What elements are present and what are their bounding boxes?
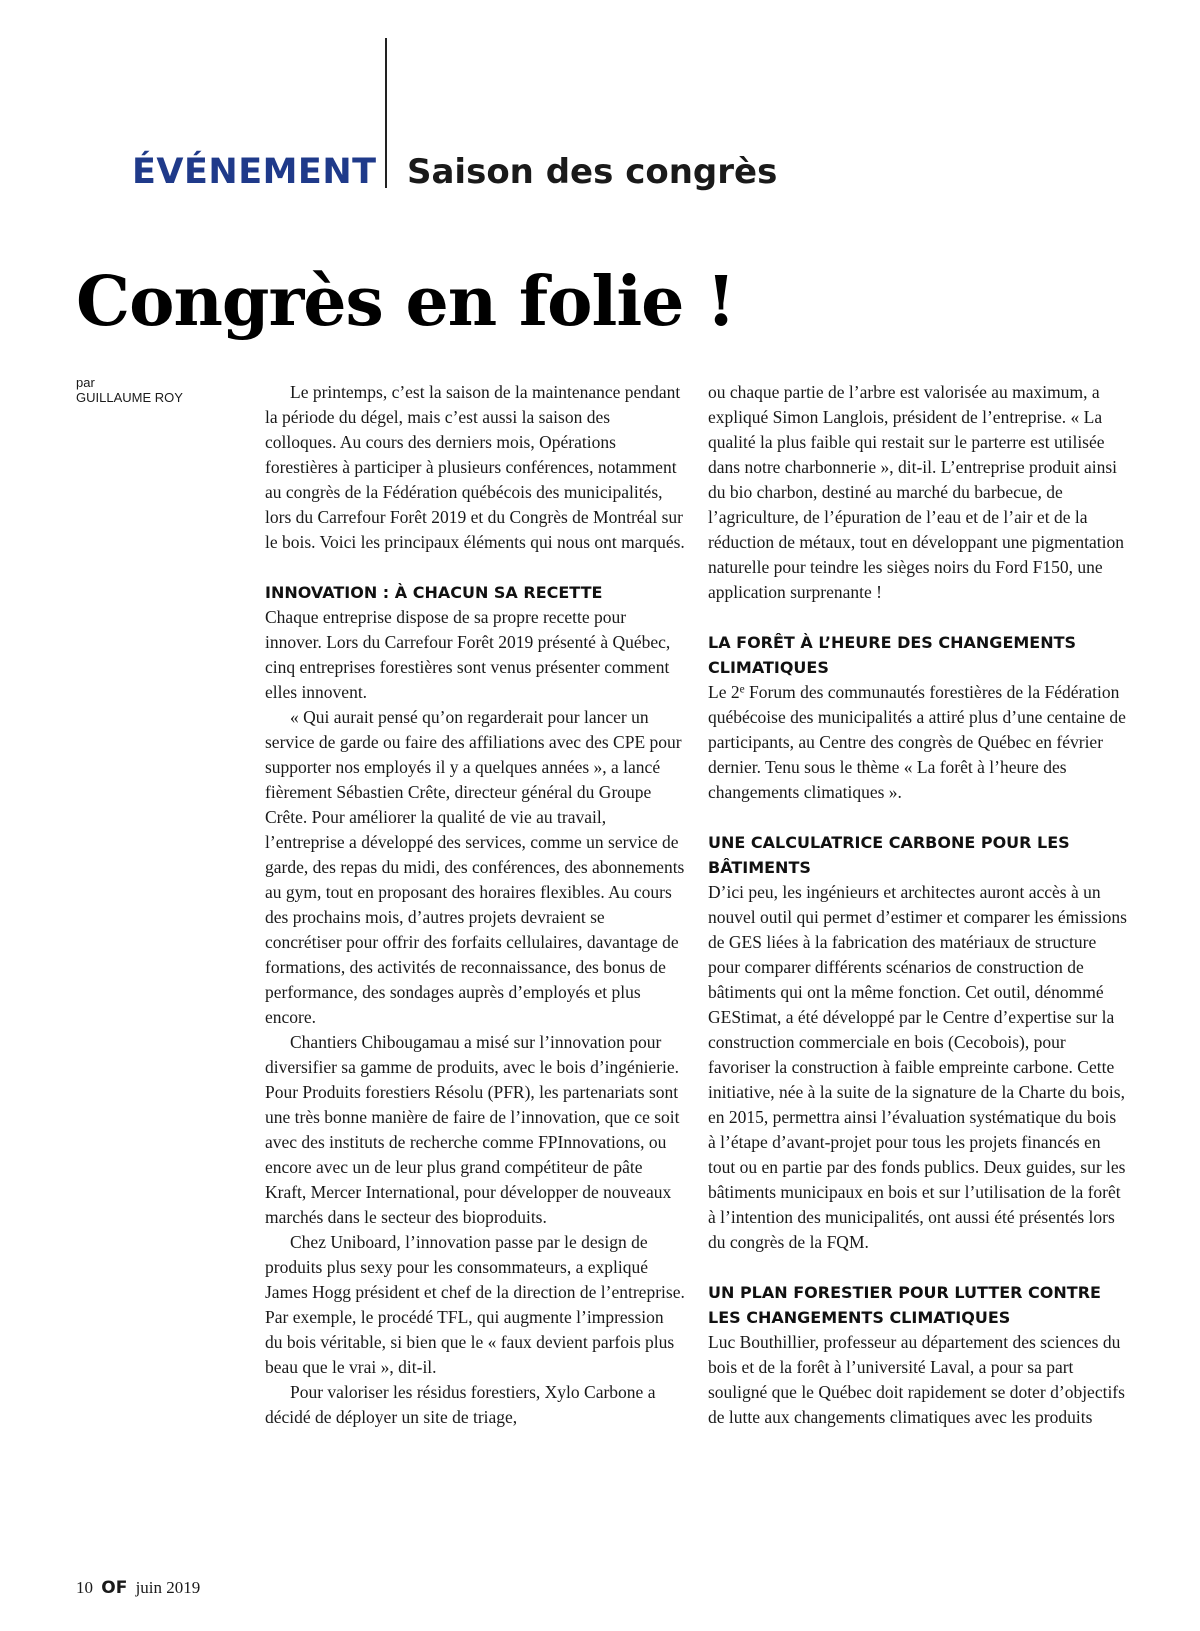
author-name: GUILLAUME ROY <box>76 390 183 405</box>
ordinal-superscript: e <box>739 683 745 696</box>
paragraph: Luc Bouthillier, professeur au département des sciences du bois et de la forêt à l’université Laval, a pour sa part souligné que le Québec doit rapidement se doter d’objectifs de lutte aux changements climatiques avec les produits <box>708 1332 1125 1427</box>
page-number: 10 <box>76 1578 93 1597</box>
text-span: Le 2 <box>708 682 740 702</box>
section-heading-innovation: INNOVATION : À CHACUN SA RECETTE <box>265 583 603 602</box>
paragraph: Chez Uniboard, l’innovation passe par le design de produits plus sexy pour les consommateurs, a expliqué James Hogg président et chef de la direction de l’entreprise. Par exemple, le procédé TFL, qui augmente l’impression du bois véritable, si bien que le « faux devient parfois plus beau que le vrai », dit-il. <box>265 1232 685 1377</box>
header-divider <box>385 38 387 188</box>
intro-paragraph: Le printemps, c’est la saison de la maintenance pendant la période du dégel, mais c’est aussi la saison des colloques. Au cours des derniers mois, Opérations forestières à participer à plusieurs conférences, notamment au congrès de la Fédération québécois des municipalités, lors du Carrefour Forêt 2019 et du Congrès de Montréal sur le bois. Voici les principaux éléments qui nous ont marqués. <box>265 382 685 552</box>
section-heading-plan-forestier: UN PLAN FORESTIER POUR LUTTER CONTRE LES CHANGEMENTS CLIMATIQUES <box>708 1283 1101 1327</box>
article-title: Congrès en folie ! <box>76 262 735 342</box>
paragraph <box>708 680 1128 805</box>
byline-prefix: par <box>76 375 95 390</box>
subsection-label: Saison des congrès <box>407 152 778 192</box>
byline <box>76 375 183 405</box>
text-span: Forum des communautés forestières de la Fédération québécoise des municipalités a attiré plus d’une centaine de participants, au Centre des congrès de Québec en février dernier. Tenu sous le thème « La forêt à l’heure des changements climatiques ». <box>708 682 1126 802</box>
page-footer <box>76 1578 200 1598</box>
section-label: ÉVÉNEMENT <box>132 152 377 192</box>
paragraph: D’ici peu, les ingénieurs et architectes auront accès à un nouvel outil qui permet d’estimer et comparer les émissions de GES liées à la fabrication des matériaux de structure pour comparer différents scénarios de construction de bâtiments qui ont la même fonction. Cet outil, dénommé GEStimat, a été développé par le Centre d’expertise sur la construction commerciale en bois (Cecobois), pour favoriser la construction à faible empreinte carbone. Cette initiative, née à la suite de la signature de la Charte du bois, en 2015, permettra ainsi l’évaluation systématique du bois à l’étape d’avant-projet pour tous les projets financés en tout ou en partie par des fonds publics. Deux guides, sur les bâtiments municipaux en bois et sur l’utilisation de la forêt à l’intention des municipalités, ont aussi été présentés lors du congrès de la FQM. <box>708 882 1127 1252</box>
magazine-name: OF <box>101 1578 128 1598</box>
section-heading-foret: LA FORÊT À L’HEURE DES CHANGEMENTS CLIMATIQUES <box>708 633 1077 677</box>
paragraph: Pour valoriser les résidus forestiers, Xylo Carbone a décidé de déployer un site de triage, <box>265 1382 656 1427</box>
section-heading-calculatrice: UNE CALCULATRICE CARBONE POUR LES BÂTIMENTS <box>708 833 1070 877</box>
issue-date: juin 2019 <box>135 1578 201 1597</box>
paragraph: « Qui aurait pensé qu’on regarderait pour lancer un service de garde ou faire des affiliations avec des CPE pour supporter nos employés il y a quelques années », a lancé fièrement Sébastien Crête, directeur général du Groupe Crête. Pour améliorer la qualité de vie au travail, l’entreprise a développé des services, comme un service de garde, des repas du midi, des conférences, des abonnements au gym, tout en proposant des horaires flexibles. Au cours des prochains mois, d’autres projets devraient se concrétiser pour offrir des forfaits cellulaires, davantage de formations, des activités de reconnaissance, des bonus de performance, des sondages auprès d’employés et plus encore. <box>265 707 685 1027</box>
paragraph: Chaque entreprise dispose de sa propre recette pour innover. Lors du Carrefour Forêt 2019 présenté à Québec, cinq entreprises forestières sont venus présenter comment elles innovent. <box>265 607 671 702</box>
article-column-1 <box>265 380 685 1430</box>
article-column-2 <box>708 380 1128 1430</box>
paragraph-continued: ou chaque partie de l’arbre est valorisée au maximum, a expliqué Simon Langlois, président de l’entreprise. « La qualité la plus faible qui restait sur le parterre est utilisée dans notre charbonnerie », dit-il. L’entreprise produit ainsi du bio charbon, destiné au marché du barbecue, de l’agriculture, de l’épuration de l’eau et de l’air et de la réduction de métaux, tout en développant une pigmentation naturelle pour teindre les sièges noirs du Ford F150, une application surprenante ! <box>708 382 1124 602</box>
paragraph: Chantiers Chibougamau a misé sur l’innovation pour diversifier sa gamme de produits, avec le bois d’ingénierie. Pour Produits forestiers Résolu (PFR), les partenariats sont une très bonne manière de faire de l’innovation, que ce soit avec des instituts de recherche comme FPInnovations, ou encore avec un de leur plus grand compétiteur de pâte Kraft, Mercer International, pour développer de nouveaux marchés dans le secteur des bioproduits. <box>265 1032 680 1227</box>
